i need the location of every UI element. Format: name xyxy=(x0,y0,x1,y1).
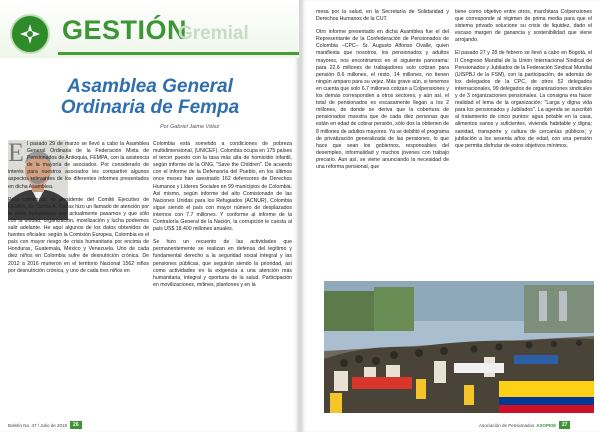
paragraph: Colombia está sometido a condiciones de pobreza multidimensional, (UNICEF). Colombia ocupa en 175 países el tercer puesto con la tasa más alta de homicidio infantil, según informe de la ONG, "Save the Children". De acuerdo con el informe de la Defensoría del Pueblo, en los últimos once meses han asesinado 162 defensores de Derechos Humanos y Líderes Sociales en 99 municipios de Colombia. Así mismo, según informe del alto Comisionado de las Naciones Unidas para los Refugiados (ACNUR), Colombia sigue siendo el país con mayor número de desplazados internos con 7.7 millones. Y conforme al informe de la Contraloría General de la Nación, la corrupción le cuesta al país US$ 18.400 millones anuales. xyxy=(153,141,292,233)
footer-org: ASOPEM xyxy=(536,422,556,428)
page-footer-right xyxy=(479,421,573,429)
page-number: 27 xyxy=(559,421,571,429)
left-column-1 xyxy=(8,138,150,423)
paragraph: Se hizo un recuento de las actividades que permanentemente se realizan en defensa del legítimo y fundamental derecho a la seguridad social integral y las pensiones públicas, que seguirán siendo la prioridad, así como actividades en la exigencia a una atención más humanitaria, integral y oportuna de la salud. Participación en movilizaciones, mítines, plantones y en la xyxy=(153,239,292,288)
page-footer-left xyxy=(8,421,85,429)
paragraph: El pasado 27 y 28 de febrero se llevó a cabo en Bogotá, el II Congreso Mundial de la Unión Internacional Sindical de Pensionados y Jubilados de la Federación Sindical Mundial (UISPBJ de la FSM), con la participación, de además de los delegados de la CPC, de otros 52 delegados internacionales, 99 delegados de organizaciones sindicales y de 3 organizaciones pensionales. La consigna era hacer realidad el lema de la organización: "Larga y digna vida para los pensionados y Jubilados". La agenda se suscribió al tratamiento de cinco puntos: agua potable en la casa, alimentos sanos y suficientes, vivienda habitable y digna; sanidad, transporte y cultura de cercanías públicos; y jubilación a los sesenta años de edad, con una pensión que permita disfrutar de estos objetivos mínimos. xyxy=(455,50,592,149)
byline: Por Gabriel Jaime Vélez xyxy=(160,124,220,130)
paragraph: Para comenzar, el presidente del Comité Ejecutivo de FEMPA, Sr. Carlos A. Cañas hizo un llamado de atención por la crisis humanitaria que actualmente pasamos y que sólo con la unidad, organización, movilización y lucha podremos salir adelante. He aquí algunos de los datos obtenidos de fuentes oficiales: según la Comisión Europea, Colombia es el país con mayor riesgo de crisis humanitaria por encima de Honduras, Guatemala, México y Venezuela. Uno de cada diez niños en Colombia sufre de desnutrición crónica. De 2012 a 2016 murieron en el territorio Nacional 1562 niños por desnutrición crónica, y uno de cada tres niños en xyxy=(8,196,150,274)
right-column-1 xyxy=(316,9,449,279)
right-column-2 xyxy=(455,9,592,279)
drop-cap: E xyxy=(8,138,24,167)
paragraph: tiene como objetivo entre otros, marchitara Colpensiones que corresponde al régimen de prima media para que el sistema privado solucione su crisis de liquidez, dado el escaso margen de ganancia y sostenibilidad que viene arrojando. xyxy=(455,9,592,44)
paragraph: Otro informe presentado en dicha Asamblea fue el del Representante de la Confederación de Pensionados de Colombia –CPC– Sr. Augusto Alfonso Ovalle, quien manifiesta que nosotros, los pensionados y adultos mayores, nos encontramos en el siguiente panorama: para 22.6 millones de trabajadores solo cotizan para pensión 8.6 millones, el resto, 14 millones, no tienen ningún amparo para su vejez. Más grave aún, si tenemos en cuenta que solo 6.7 millones cotizan a Colpensiones y los demás corresponden a otros sectores, y aún así, el total de pensionados es escasamente llegan a los 2 millones, de donde se deriva que la cobertura de pensionados muestra que de cada diez personas que están en edad de cobrar pensión, sólo dos la obtienen de 8 millones de adultos mayores. Ya se debilitó el programa de privatización generalizada de las pensiones, lo que hace que sean los gobiernos, responsables del desempleo, informalidad y muchos jóvenes con trabajo precario. Aun así, se viene anunciando la necesidad de una reforma pensional, que xyxy=(316,29,449,170)
intro-paragraph: l pasado 29 de marzo se llevó a cabo la Asamblea General Ordinaria de la Federación Mixta de Pensionados de Antioquia, FEMPA, con la asistencia de la mayoría de asociados. Por considerarlo de interés para nuestros asociados les compartiré algunos aspectos relevantes de los diferentes informes presentados en dicha Asamblea. xyxy=(8,141,149,190)
header-rule xyxy=(58,52,299,55)
section-subtitle: Gremial xyxy=(178,23,249,44)
article-title: Asamblea General Ordinaria de Fempa xyxy=(60,76,240,118)
paragraph: mesa por la salud, en la Secretaría de Solidaridad y Derechos Humanos de la CUT. xyxy=(316,9,449,23)
fempa-logo xyxy=(10,14,50,54)
section-title: GESTIÓN xyxy=(62,15,188,45)
left-column-2 xyxy=(153,141,292,423)
page-number: 26 xyxy=(70,421,82,429)
footer-text: Asociación de Pensionados xyxy=(479,422,535,428)
left-page xyxy=(0,0,299,432)
march-photo xyxy=(324,281,594,413)
footer-text: Boletín No. 47 / Julio de 2019 xyxy=(8,422,68,428)
